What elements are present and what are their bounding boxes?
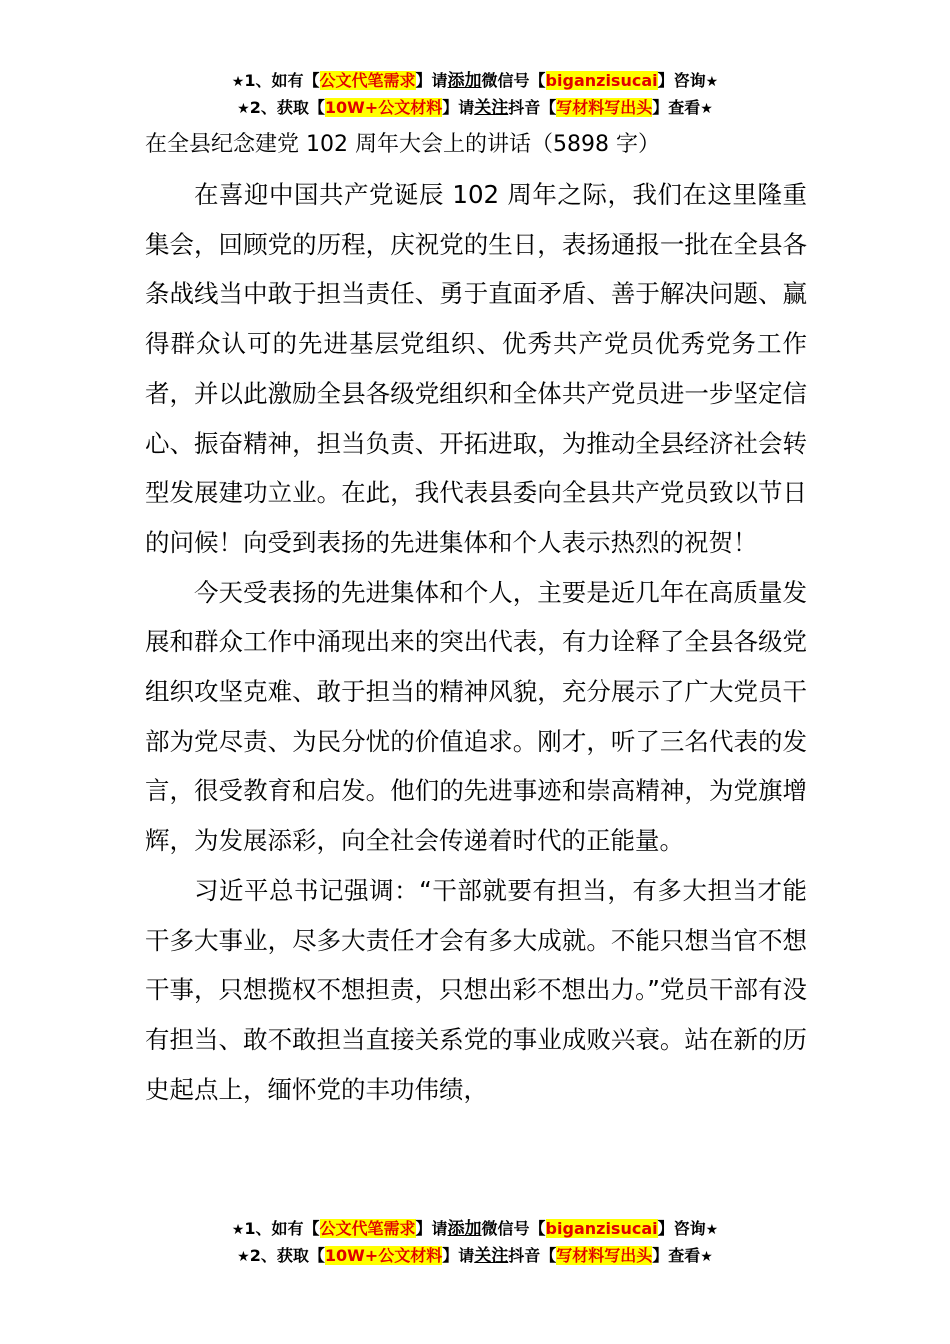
promo-douyin-account: 写材料写出头 bbox=[556, 1246, 653, 1265]
star-icon: ★ bbox=[231, 1222, 245, 1238]
promo-text: 】请 bbox=[415, 1219, 448, 1238]
promo-text: 】查看 bbox=[652, 1246, 701, 1265]
promo-douyin-account: 写材料写出头 bbox=[556, 98, 653, 117]
promo-text: 】请 bbox=[415, 71, 448, 90]
promo-text: 1、如有【 bbox=[244, 1219, 320, 1238]
star-icon: ★ bbox=[705, 74, 719, 90]
promo-text: 2、获取【 bbox=[249, 1246, 325, 1265]
promo-highlight: 公文代笔需求 bbox=[319, 1219, 416, 1238]
promo-underlined-text: 添加 bbox=[447, 71, 482, 91]
promo-wechat-id: biganzisucai bbox=[545, 1219, 658, 1238]
promo-underlined-text: 关注 bbox=[474, 98, 509, 118]
promo-text: 】查看 bbox=[652, 98, 701, 117]
promo-line-1 bbox=[0, 68, 950, 95]
promo-underlined-text: 添加 bbox=[447, 1219, 482, 1239]
star-icon: ★ bbox=[700, 1249, 713, 1265]
document-title: 在全县纪念建党 102 周年大会上的讲话（5898 字） bbox=[145, 132, 660, 157]
body-paragraph: 习近平总书记强调：“干部就要有担当，有多大担当才能干多大事业，尽多大责任才会有多大成就。不能只想当官不想干事，只想揽权不想担责，只想出彩不想出力。”党员干部有没有担当、敢不敢担当直接关系党的事业成败兴衰。站在新的历史起点上，缅怀党的丰功伟绩， bbox=[145, 875, 807, 1104]
body-paragraph: 今天受表扬的先进集体和个人，主要是近几年在高质量发展和群众工作中涌现出来的突出代表，有力诠释了全县各级党组织攻坚克难、敢于担当的精神风貌，充分展示了广大党员干部为党尽责、为民分忧的价值追求。刚才，听了三名代表的发言，很受教育和启发。他们的先进事迹和崇高精神，为党旗增辉，为发展添彩，向全社会传递着时代的正能量。 bbox=[145, 577, 807, 856]
promo-highlight: 10W+公文材料 bbox=[324, 98, 443, 117]
star-icon: ★ bbox=[237, 101, 250, 117]
promo-text: 】咨询 bbox=[657, 71, 706, 90]
promo-line-2 bbox=[0, 95, 950, 122]
promo-banner-top bbox=[0, 68, 950, 122]
promo-text: 2、获取【 bbox=[249, 98, 325, 117]
promo-banner-bottom bbox=[0, 1216, 950, 1270]
promo-line-2 bbox=[0, 1243, 950, 1270]
promo-highlight: 10W+公文材料 bbox=[324, 1246, 443, 1265]
body-paragraph: 在喜迎中国共产党诞辰 102 周年之际，我们在这里隆重集会，回顾党的历程，庆祝党的生日，表扬通报一批在全县各条战线当中敢于担当责任、勇于直面矛盾、善于解决问题、赢得群众认可的先进基层党组织、优秀共产党员优秀党务工作者，并以此激励全县各级党组织和全体共产党员进一步坚定信心、振奋精神，担当负责、开拓进取，为推动全县经济社会转型发展建功立业。在此，我代表县委向全县共产党员致以节日的问候！向受到表扬的先进集体和个人表示热烈的祝贺！ bbox=[145, 180, 807, 557]
promo-text: 】请 bbox=[442, 98, 475, 117]
star-icon: ★ bbox=[231, 74, 245, 90]
star-icon: ★ bbox=[700, 101, 713, 117]
promo-text: 抖音【 bbox=[508, 98, 557, 117]
promo-underlined-text: 关注 bbox=[474, 1246, 509, 1266]
promo-text: 1、如有【 bbox=[244, 71, 320, 90]
star-icon: ★ bbox=[705, 1222, 719, 1238]
promo-text: 】请 bbox=[442, 1246, 475, 1265]
promo-text: 微信号【 bbox=[481, 1219, 546, 1238]
star-icon: ★ bbox=[237, 1249, 250, 1265]
promo-text: 微信号【 bbox=[481, 71, 546, 90]
promo-wechat-id: biganzisucai bbox=[545, 71, 658, 90]
document-body bbox=[145, 170, 807, 1114]
promo-highlight: 公文代笔需求 bbox=[319, 71, 416, 90]
promo-text: 抖音【 bbox=[508, 1246, 557, 1265]
promo-text: 】咨询 bbox=[657, 1219, 706, 1238]
promo-line-1 bbox=[0, 1216, 950, 1243]
